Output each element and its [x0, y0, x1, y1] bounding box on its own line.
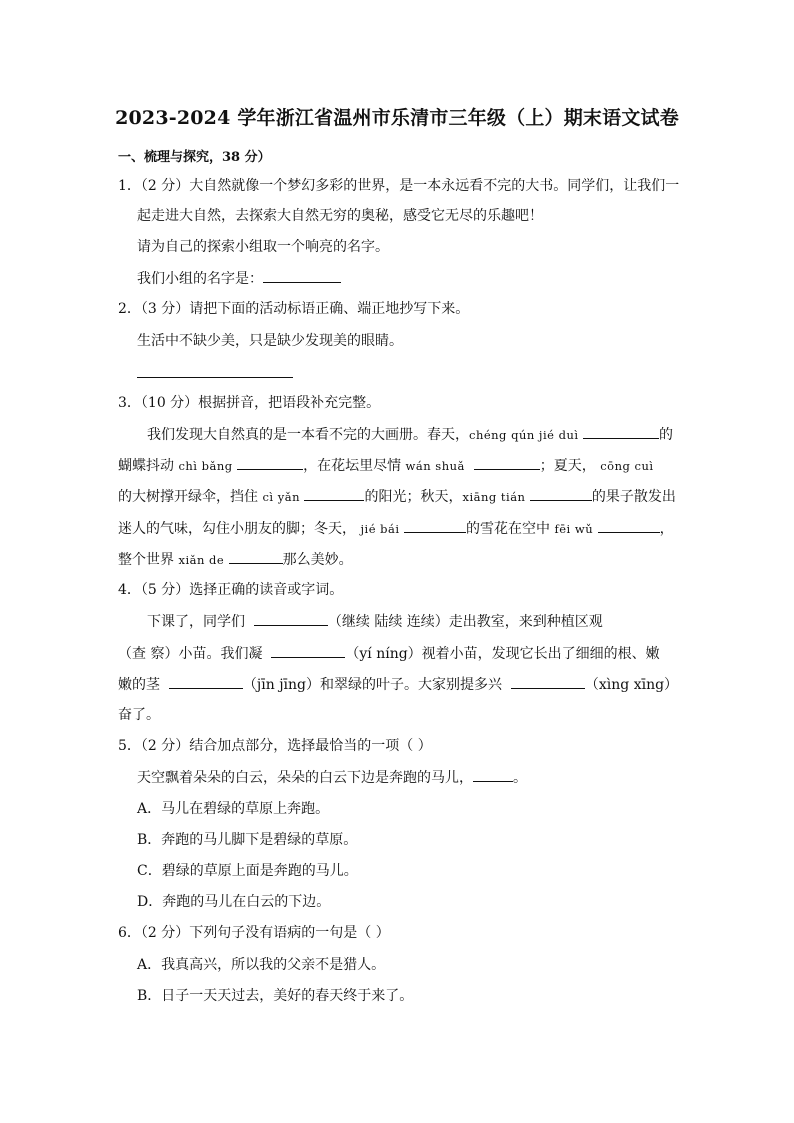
q5-option-d[interactable]: D．奔跑的马儿在白云的下边。	[137, 894, 331, 910]
q1-name-prompt: 我们小组的名字是：	[137, 271, 263, 287]
answer-blank[interactable]	[271, 643, 345, 658]
q6-line1: 6．（2 分）下列句子没有语病的一句是（ ）	[118, 925, 390, 941]
answer-blank[interactable]	[474, 455, 540, 470]
answer-blank[interactable]	[511, 674, 585, 689]
answer-blank[interactable]	[583, 424, 659, 439]
answer-blank[interactable]	[254, 611, 328, 626]
answer-blank[interactable]	[229, 549, 283, 564]
q3-text: 我们发现大自然真的是一本看不完的大画册。春天，	[147, 427, 469, 443]
q1-line3: 请为自己的探索小组取一个响亮的名字。	[137, 239, 389, 255]
answer-blank[interactable]	[304, 486, 364, 501]
q4-text: （查 察）小苗。我们凝	[118, 646, 263, 662]
q5-stem	[137, 767, 527, 788]
q2-answer-blank[interactable]	[137, 377, 293, 378]
q4-choices: （xìng xīng）	[584, 677, 679, 693]
q1-line1: 1．（2 分）大自然就像一个梦幻多彩的世界，是一本永远看不完的大书。同学们，让我们一	[118, 178, 680, 194]
q4-para-line2	[118, 643, 660, 664]
q3-para-line1	[147, 424, 673, 445]
q5-option-c[interactable]: C．碧绿的草原上面是奔跑的马儿。	[137, 863, 358, 879]
q3-text: ，	[659, 521, 674, 537]
q1-line2: 起走进大自然，去探索大自然无穷的奥秘，感受它无尽的乐趣吧！	[137, 208, 543, 224]
q3-text: 的大树撑开绿伞，挡住	[118, 489, 258, 505]
q4-choices: （继续 陆续 连续）走出教室，来到种植区观	[327, 614, 603, 630]
q5-option-b[interactable]: B．奔跑的马儿脚下是碧绿的草原。	[137, 832, 358, 848]
pinyin: jié bái	[360, 522, 400, 536]
q5-line1: 5．（2 分）结合加点部分，选择最恰当的一项（ ）	[118, 738, 432, 754]
q3-para-line4	[118, 518, 674, 539]
page-title: 2023-2024 学年浙江省温州市乐清市三年级（上）期末语文试卷	[115, 107, 679, 129]
q4-line1: 4．（5 分）选择正确的读音或字词。	[118, 582, 344, 598]
answer-blank[interactable]	[404, 518, 466, 533]
q1-answer-blank[interactable]	[263, 268, 341, 283]
q4-para-line4: 奋了。	[118, 707, 160, 723]
q3-text: ，在花坛里尽情	[303, 458, 402, 474]
section-heading: 一、梳理与探究，38 分）	[118, 150, 271, 165]
answer-blank[interactable]	[237, 455, 303, 470]
pinyin: chéng qún jié duì	[469, 428, 579, 442]
q3-para-line2	[118, 455, 654, 476]
q5-stem-text: 天空飘着朵朵的白云，朵朵的白云下边是奔跑的马儿，	[137, 770, 473, 786]
q3-text: 迷人的气味，勾住小朋友的脚；冬天，	[118, 521, 356, 537]
answer-blank[interactable]	[169, 674, 243, 689]
q4-para-line3	[118, 674, 678, 695]
pinyin: fēi wǔ	[554, 522, 594, 536]
q3-text: 的阳光；秋天，	[364, 489, 463, 505]
answer-blank[interactable]	[473, 767, 513, 782]
pinyin: cì yǎn	[262, 490, 300, 504]
answer-blank[interactable]	[530, 486, 592, 501]
q5-option-a[interactable]: A．马儿在碧绿的草原上奔跑。	[137, 801, 330, 817]
q4-choices: （yí níng）视着小苗，发现它长出了细细的根、嫩	[345, 646, 660, 662]
q3-text: 的	[659, 427, 674, 443]
q4-choices: （jīn jīng）和翠绿的叶子。大家别提多兴	[242, 677, 502, 693]
q4-text: 嫩的茎	[118, 677, 160, 693]
q5-stem-end: 。	[513, 770, 527, 786]
pinyin: chì bǎng	[178, 459, 233, 473]
pinyin: cōng cuì	[600, 459, 654, 473]
q2-line2: 生活中不缺少美，只是缺少发现美的眼睛。	[137, 333, 403, 349]
q6-option-a[interactable]: A．我真高兴，所以我的父亲不是猎人。	[137, 957, 386, 973]
q3-text: ；夏天，	[539, 458, 596, 474]
q1-line4	[137, 268, 341, 289]
q3-line1: 3．（10 分）根据拼音，把语段补充完整。	[118, 395, 381, 411]
q3-text: 的雪花在空中	[466, 521, 551, 537]
q6-option-b[interactable]: B．日子一天天过去，美好的春天终于来了。	[137, 988, 414, 1004]
q4-text: 下课了，同学们	[147, 614, 245, 630]
q3-text: 那么美妙。	[282, 552, 353, 568]
q2-line1: 2．（3 分）请把下面的活动标语正确、端正地抄写下来。	[118, 301, 470, 317]
q3-para-line3	[118, 486, 676, 507]
pinyin: xiǎn de	[178, 553, 225, 567]
pinyin: wán shuǎ	[405, 459, 465, 473]
answer-blank[interactable]	[598, 518, 660, 533]
q4-para-line1	[147, 611, 603, 632]
q3-text: 的果子散发出	[591, 489, 676, 505]
pinyin: xiāng tián	[462, 490, 526, 504]
q3-para-line5	[118, 549, 353, 570]
q3-text: 蝴蝶抖动	[118, 458, 174, 474]
q3-text: 整个世界	[118, 552, 174, 568]
